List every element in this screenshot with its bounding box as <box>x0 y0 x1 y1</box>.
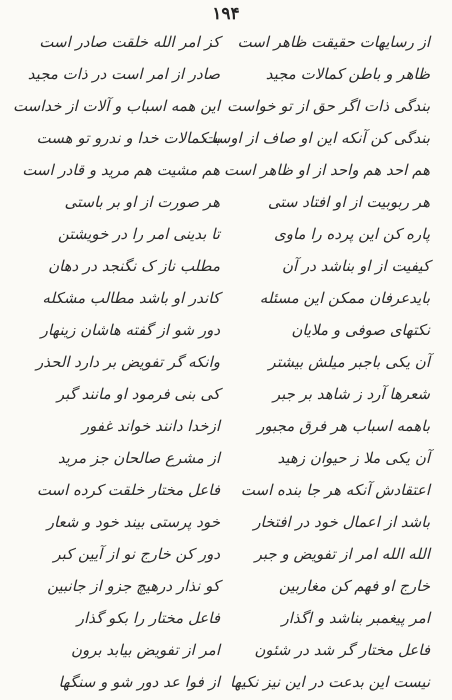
verse-line: امر پیغمبر بناشد و اگذار <box>281 609 430 627</box>
verse-line: کاندر او باشد مطالب مشکله <box>42 289 220 307</box>
verse-line: باهمه اسباب هر فرق مجبور <box>257 417 430 435</box>
verse-line: بندگی ذات اگر حق از تو خواست <box>227 97 430 115</box>
verse-line: فاعل مختار گر شد در شئون <box>254 641 430 659</box>
verse-line: کیفیت از او بناشد در آن <box>282 257 430 275</box>
verse-line: اعتقادش آنکه هر جا بنده است <box>240 481 430 499</box>
verse-line: بندگی کن آنکه این او صاف از اوست <box>203 129 430 147</box>
verse-line: از فوا عد دور شو و سنگها <box>58 673 220 691</box>
verse-line: نیست این بدعت در این نیز نکیها <box>229 673 430 691</box>
verse-line: کو نذار درهیچ جزو از جانبین <box>47 577 220 595</box>
left-verse-column <box>12 26 220 698</box>
verse-line: بایدعرفان ممکن این مسئله <box>259 289 430 307</box>
verse-line: دور کن خارج نو از آیین کبر <box>53 545 220 563</box>
verse-line: این همه اسباب و آلات از خداست <box>12 97 220 115</box>
verse-line: هر ربوبیت از او افتاد ستی <box>267 193 430 211</box>
verse-line: خود پرستی بیند خود و شعار <box>46 513 220 531</box>
verse-line: صادر از امر است در ذات مجید <box>27 65 220 83</box>
verse-line: نکتهای صوفی و ملایان <box>291 321 430 339</box>
verse-line: پاره کن این پرده را ماوی <box>274 225 430 243</box>
verse-line: مطلب ناز ک نگنجد در دهان <box>48 257 220 275</box>
verse-line: ازخدا دانند خواند غفور <box>81 417 220 435</box>
verse-line: فاعل مختار خلقت کرده است <box>36 481 220 499</box>
verse-line: از مشرع صالحان جز مرید <box>57 449 220 467</box>
verse-line: تا بدینی امر را در خویشتن <box>57 225 220 243</box>
verse-line: آن یکی ملا ز حیوان زهید <box>277 449 430 467</box>
verse-line: الله الله امر از تفویض و جبر <box>254 545 430 563</box>
verse-line: آن یکی باجبر میلش بیشتر <box>268 353 430 371</box>
verse-line: هم مشیت هم مرید و قادر است <box>22 161 220 179</box>
verse-line: فاعل مختار را بکو گذار <box>76 609 220 627</box>
verse-line: دور شو از گفته هاشان زینهار <box>40 321 220 339</box>
verse-line: با کمالات خدا و ندرو تو هست <box>36 129 220 147</box>
verse-line: کی بنی فرمود او مانند گبر <box>56 385 220 403</box>
verse-line: وانکه گر تفویض بر دارد الحذر <box>36 353 220 371</box>
page-number: ۱۹۴ <box>212 4 240 24</box>
verse-line: امر از تفویض بیابد برون <box>70 641 220 659</box>
verse-line: شعرها آرد ز شاهد بر جبر <box>272 385 430 403</box>
verse-line: ظاهر و باطن کمالات مجید <box>265 65 430 83</box>
right-verse-column <box>203 26 430 698</box>
verse-line: هر صورت از او بر باستی <box>64 193 220 211</box>
verse-line: خارج او فهم کن مغاربین <box>278 577 430 595</box>
verse-line: از رسایهات حقیقت ظاهر است <box>237 33 430 51</box>
verse-line: کز امر الله خلقت صادر است <box>39 33 220 51</box>
verse-line: هم احد هم واحد از او ظاهر است <box>223 161 430 179</box>
verse-line: باشد از اعمال خود در افتخار <box>253 513 430 531</box>
